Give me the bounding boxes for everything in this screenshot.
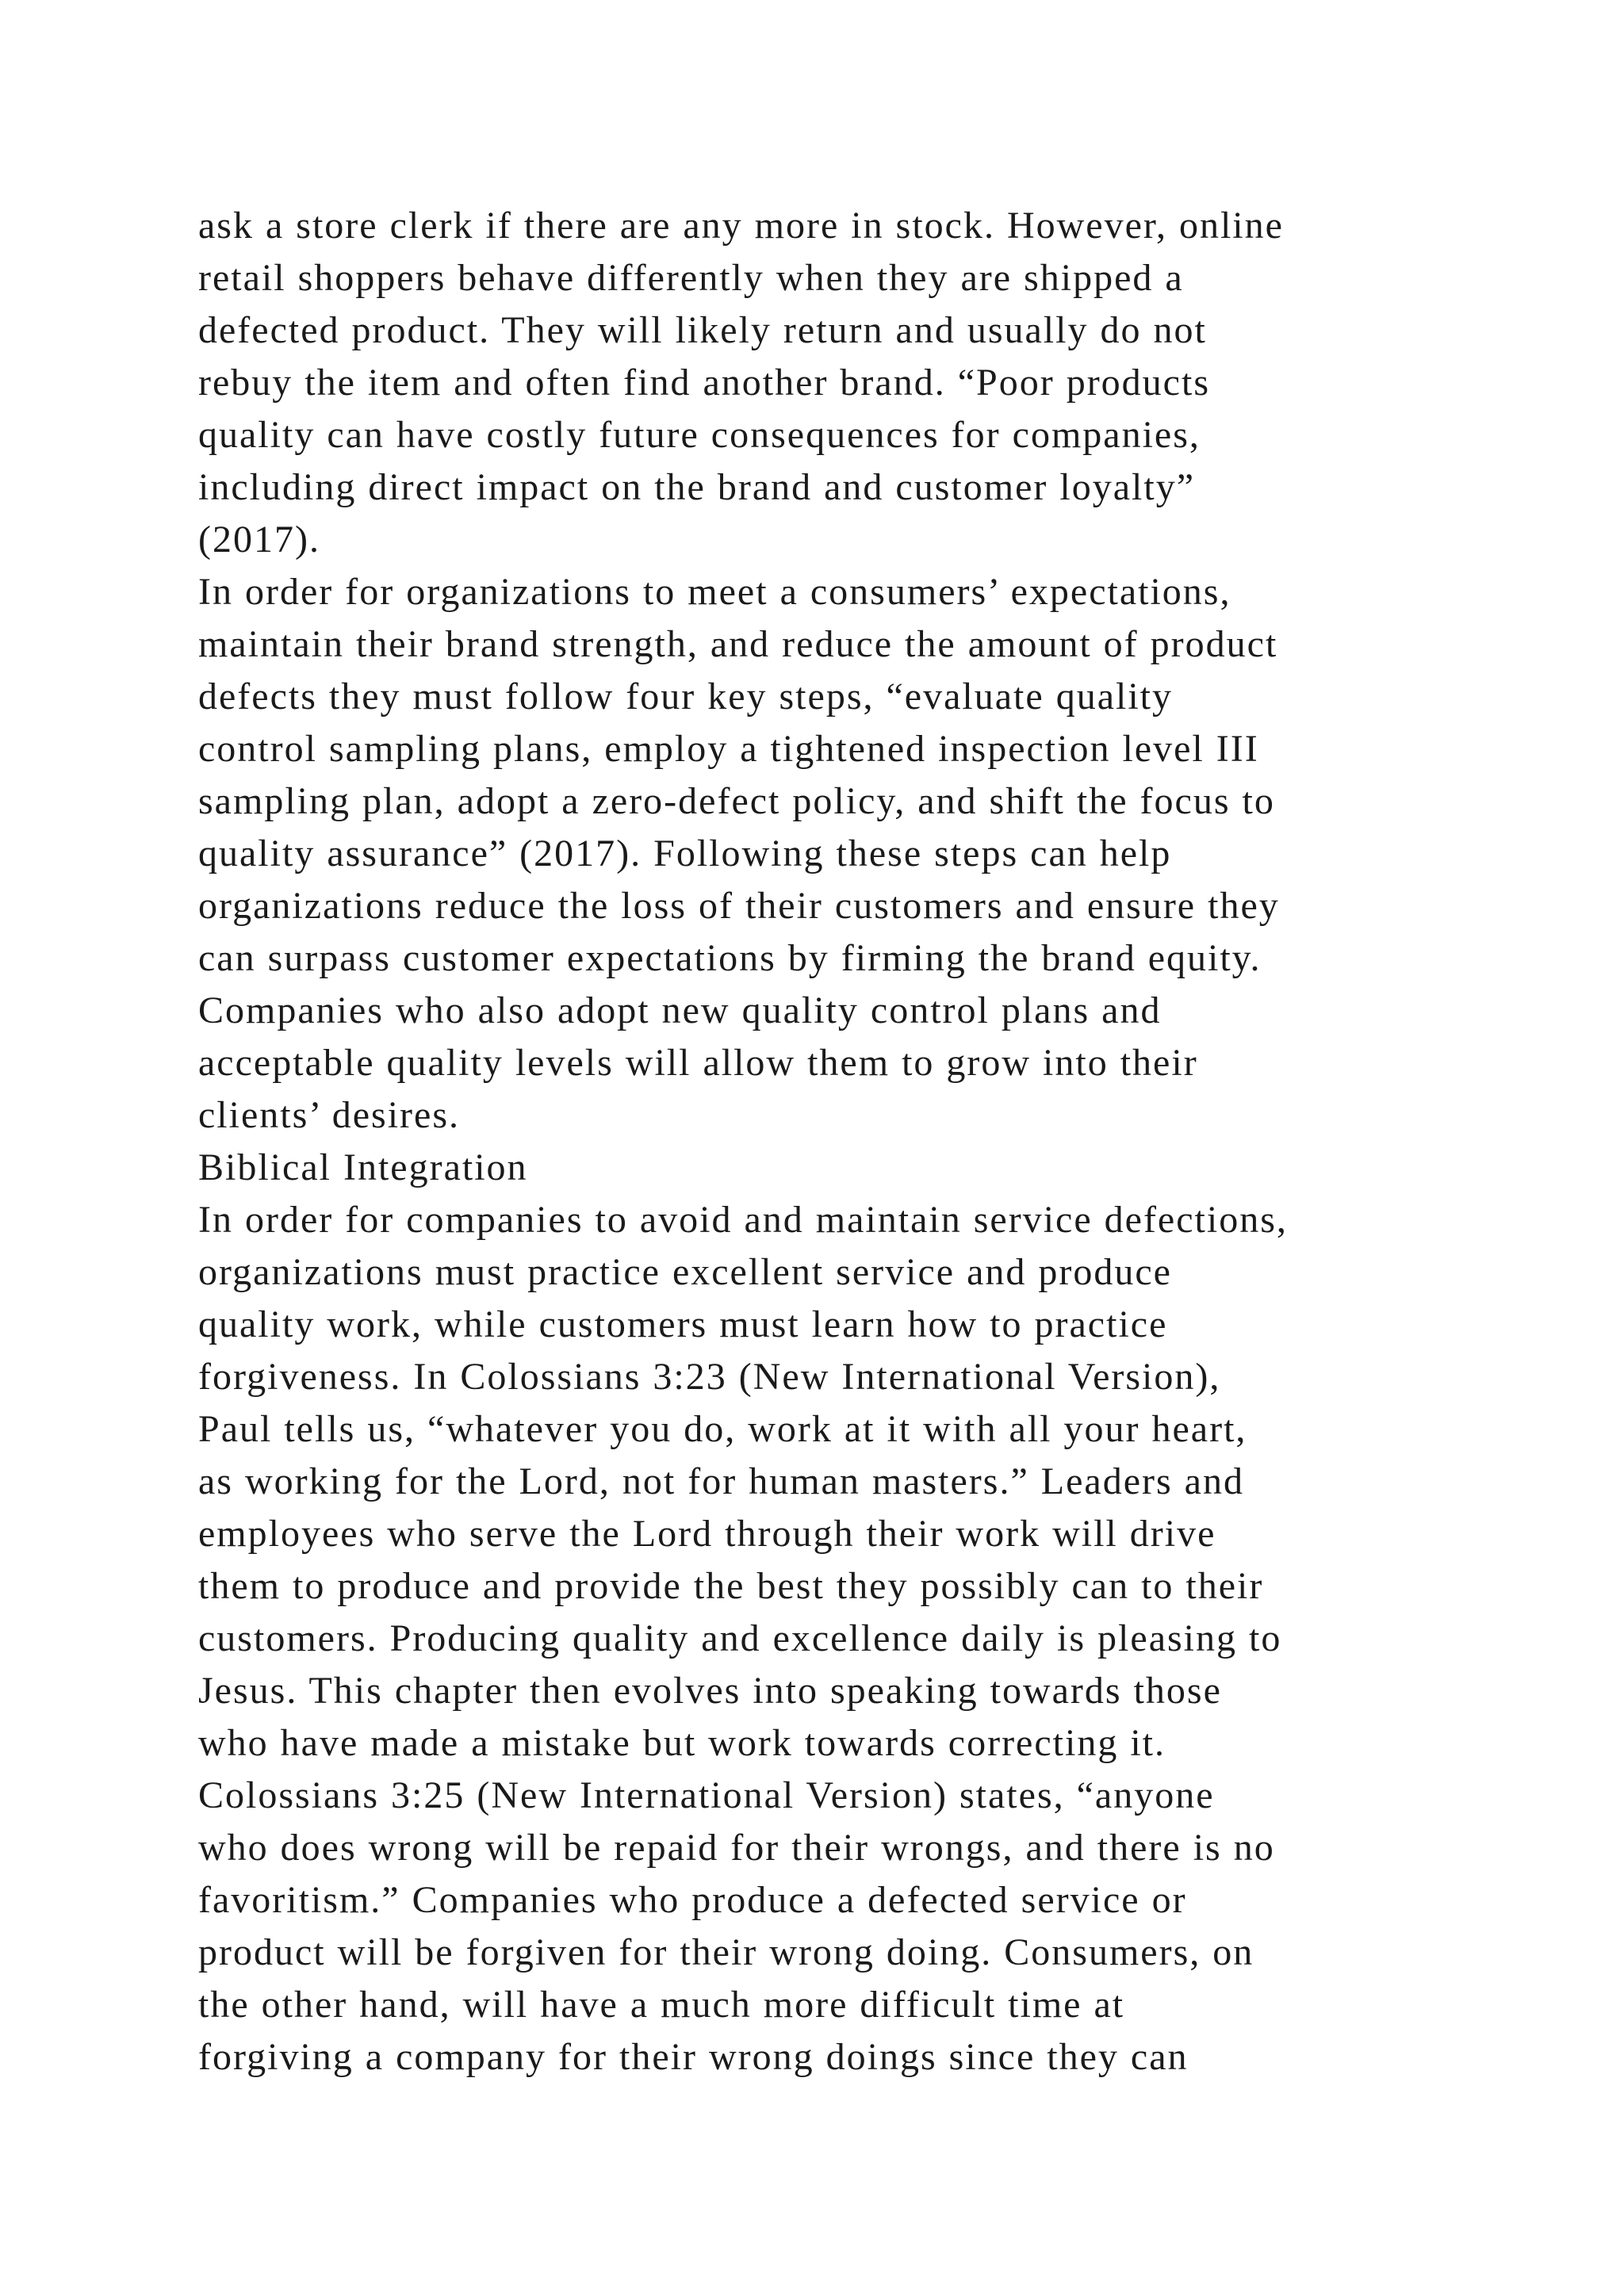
text-line: can surpass customer expectations by firming the brand equity. — [198, 937, 1262, 979]
text-line: favoritism.” Companies who produce a defected service or — [198, 1879, 1187, 1921]
text-line: quality work, while customers must learn how to practice — [198, 1303, 1168, 1345]
text-line: customers. Producing quality and excellence daily is pleasing to — [198, 1617, 1282, 1659]
text-line: product will be forgiven for their wrong doing. Consumers, on — [198, 1931, 1254, 1973]
text-line: maintain their brand strength, and reduce the amount of product — [198, 623, 1278, 665]
text-line: clients’ desires. — [198, 1094, 461, 1136]
text-line: In order for organizations to meet a consumers’ expectations, — [198, 571, 1231, 613]
text-line: the other hand, will have a much more difficult time at — [198, 1984, 1125, 2026]
section-heading: Biblical Integration — [198, 1146, 528, 1188]
text-line: In order for companies to avoid and maintain service defections, — [198, 1199, 1288, 1241]
text-line: who does wrong will be repaid for their wrongs, and there is no — [198, 1827, 1275, 1869]
body-text — [198, 200, 1546, 2084]
text-line: forgiveness. In Colossians 3:23 (New International Version), — [198, 1356, 1221, 1398]
text-line: quality can have costly future consequences for companies, — [198, 414, 1201, 456]
text-line: acceptable quality levels will allow them to grow into their — [198, 1042, 1198, 1084]
text-line: organizations reduce the loss of their customers and ensure they — [198, 885, 1280, 927]
text-line: organizations must practice excellent service and produce — [198, 1251, 1172, 1293]
text-line: forgiving a company for their wrong doings since they can — [198, 2036, 1189, 2078]
text-line: employees who serve the Lord through their work will drive — [198, 1513, 1216, 1555]
text-line: Colossians 3:25 (New International Version) states, “anyone — [198, 1774, 1215, 1816]
text-line: Jesus. This chapter then evolves into speaking towards those — [198, 1670, 1222, 1712]
text-line: Paul tells us, “whatever you do, work at it with all your heart, — [198, 1408, 1247, 1450]
text-line: (2017). — [198, 519, 320, 561]
text-line: including direct impact on the brand and customer loyalty” — [198, 466, 1195, 508]
text-line: as working for the Lord, not for human masters.” Leaders and — [198, 1460, 1244, 1502]
text-line: retail shoppers behave differently when they are shipped a — [198, 257, 1184, 299]
text-line: them to produce and provide the best they possibly can to their — [198, 1565, 1264, 1607]
text-line: defected product. They will likely return and usually do not — [198, 309, 1207, 351]
text-line: defects they must follow four key steps, “evaluate quality — [198, 675, 1174, 718]
text-line: sampling plan, adopt a zero-defect policy, and shift the focus to — [198, 780, 1275, 822]
text-line: who have made a mistake but work towards correcting it. — [198, 1722, 1166, 1764]
text-line: control sampling plans, employ a tightened inspection level III — [198, 728, 1259, 770]
text-line: quality assurance” (2017). Following these steps can help — [198, 832, 1172, 874]
text-line: Companies who also adopt new quality control plans and — [198, 989, 1162, 1031]
text-line: rebuy the item and often find another brand. “Poor products — [198, 362, 1210, 404]
text-line: ask a store clerk if there are any more in stock. However, online — [198, 205, 1284, 247]
